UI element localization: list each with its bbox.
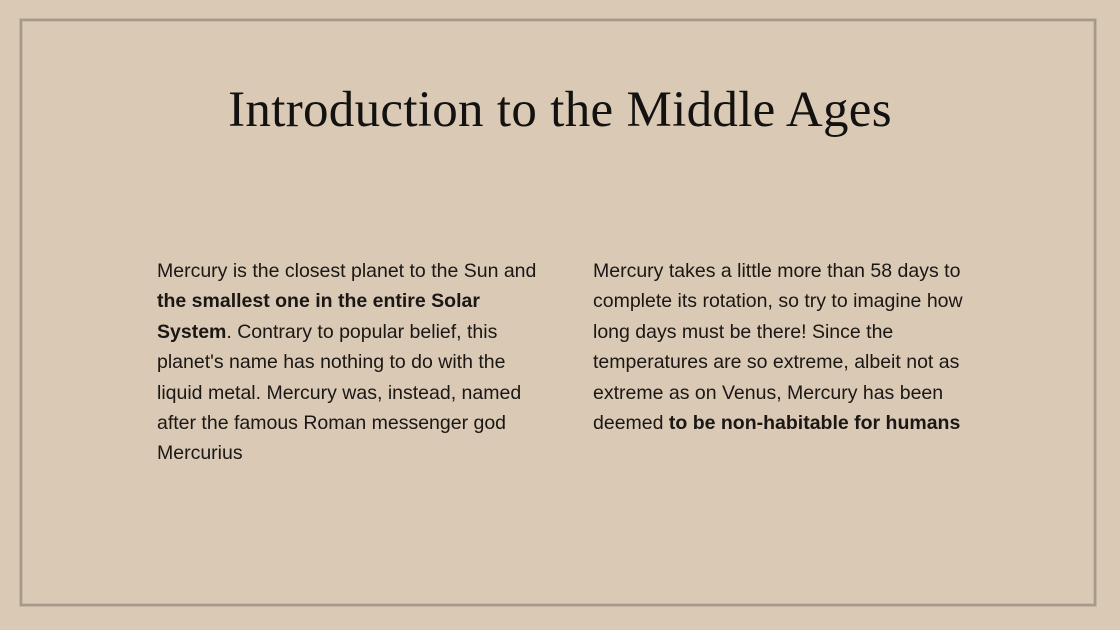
right-text-segment: Mercury takes a little more than 58 days to complete its rotation, so try to imagine how long days must be there! Since the temperatures are so extreme, albeit not as extreme as on Venus, Mercury has been deemed bbox=[593, 260, 963, 435]
left-text-column bbox=[157, 256, 537, 469]
right-text-bold-segment: to be non-habitable for humans bbox=[668, 412, 961, 435]
slide-title: Introduction to the Middle Ages bbox=[228, 82, 892, 138]
right-text-column bbox=[593, 256, 973, 438]
left-text-segment: . Contrary to popular belief, this planet's name has nothing to do with the liquid metal. Mercury was, instead, named after the famous Roman messenger god Mercurius bbox=[157, 320, 522, 465]
left-text-bold-segment: the smallest one in the entire Solar System bbox=[157, 290, 480, 343]
left-text-segment: Mercury is the closest planet to the Sun and bbox=[157, 260, 537, 282]
